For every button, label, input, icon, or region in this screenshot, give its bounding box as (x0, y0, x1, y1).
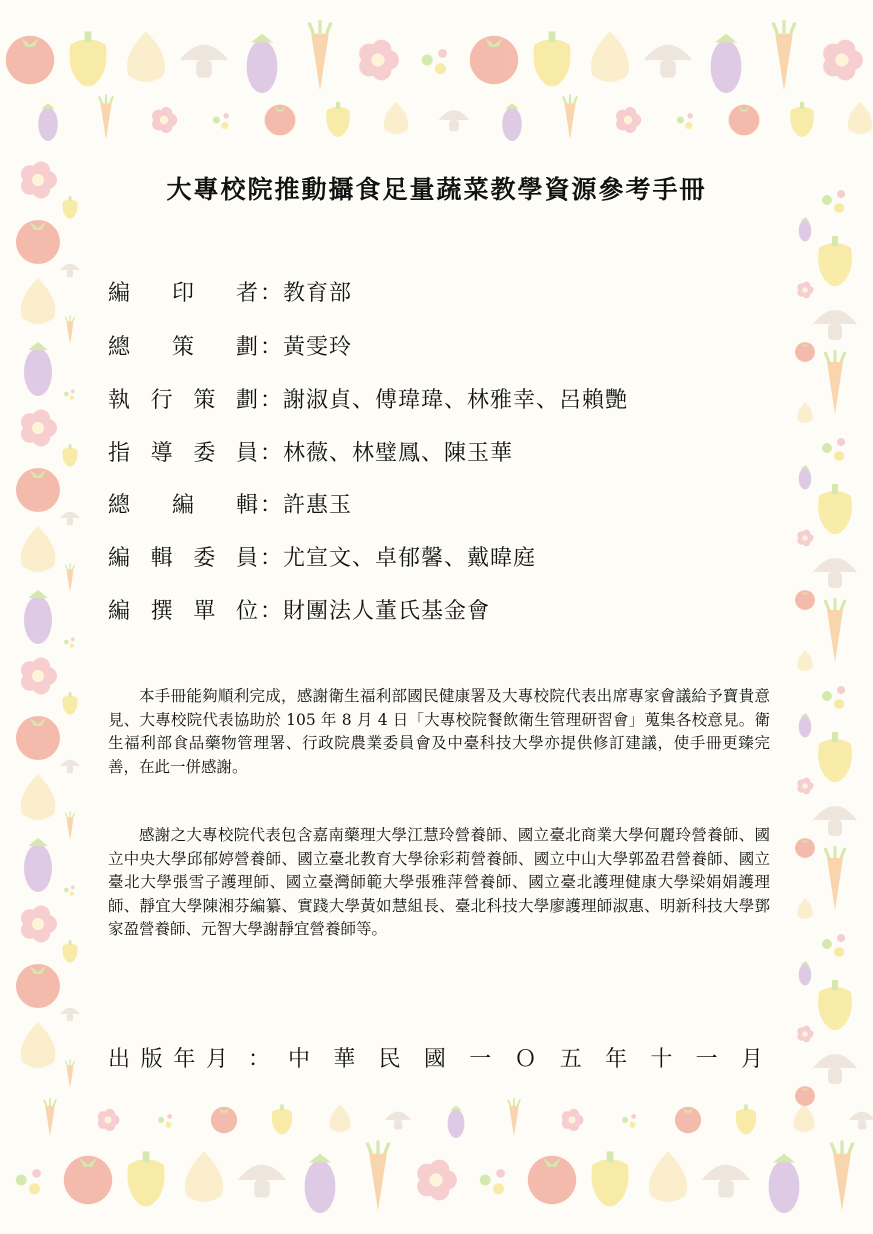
credit-colon: ： (260, 335, 283, 360)
credit-label: 編 印 者 (108, 281, 258, 306)
credit-value: 林薇、林璧鳳、陳玉華 (283, 441, 514, 466)
publication-date-value: 中 華 民 國 一 Ｏ 五 年 十 一 月 (288, 1047, 763, 1072)
acknowledgement-paragraph-1: 本手冊能夠順利完成，感謝衛生福利部國民健康署及大專校院代表出席專家會議給予寶貴意見、大專校院代表協助於 105 年 8 月 4 日「大專校院餐飲衛生管理研習會」蒐集各校意見。衛生福利部食品藥物管理署、行政院農業委員會及中臺科技大學亦提供修訂建議，使手冊更臻完善，在此一併感謝。 (108, 687, 770, 776)
credit-colon: ： (260, 599, 283, 624)
credit-label: 編 輯 委 員 (108, 546, 258, 571)
credit-label: 總 策 劃 (108, 335, 258, 360)
credit-value: 尤宣文、卓郁馨、戴暐庭 (283, 546, 537, 571)
credit-label: 編 撰 單 位 (108, 599, 258, 624)
page-title: 大專校院推動攝食足量蔬菜教學資源參考手冊 (166, 175, 707, 204)
credit-value: 許惠玉 (283, 493, 353, 518)
credit-colon: ： (260, 441, 283, 466)
credit-value: 教育部 (283, 281, 353, 306)
acknowledgement-paragraph-2: 感謝之大專校院代表包含嘉南藥理大學江慧玲營養師、國立臺北商業大學何麗玲營養師、國立中央大學邱郁婷營養師、國立臺北教育大學徐彩莉營養師、國立中山大學郭盈君營養師、國立臺北大學張雪子護理師、國立臺灣師範大學張雅萍營養師、國立臺北護理健康大學梁娟娟護理師、靜宜大學陳湘芬編纂、實踐大學黃如慧組長、臺北科技大學廖護理師淑惠、明新科技大學鄧家盈營養師、元智大學謝靜宜營養師等。 (108, 826, 770, 939)
credit-value: 黃雯玲 (283, 335, 353, 360)
credit-colon: ： (260, 493, 283, 518)
credit-label: 執 行 策 劃 (108, 388, 258, 413)
credit-value: 財團法人董氏基金會 (283, 599, 491, 624)
credit-label: 指 導 委 員 (108, 441, 258, 466)
credit-colon: ： (260, 281, 283, 306)
credit-colon: ： (260, 546, 283, 571)
credit-value: 謝淑貞、傅瑋瑋、林雅幸、呂賴艷 (283, 388, 629, 413)
credit-colon: ： (260, 388, 283, 413)
publication-date-colon: ： (248, 1047, 271, 1072)
publication-date-label: 出 版 年 月 (108, 1047, 228, 1072)
credit-label: 總 編 輯 (108, 493, 258, 518)
